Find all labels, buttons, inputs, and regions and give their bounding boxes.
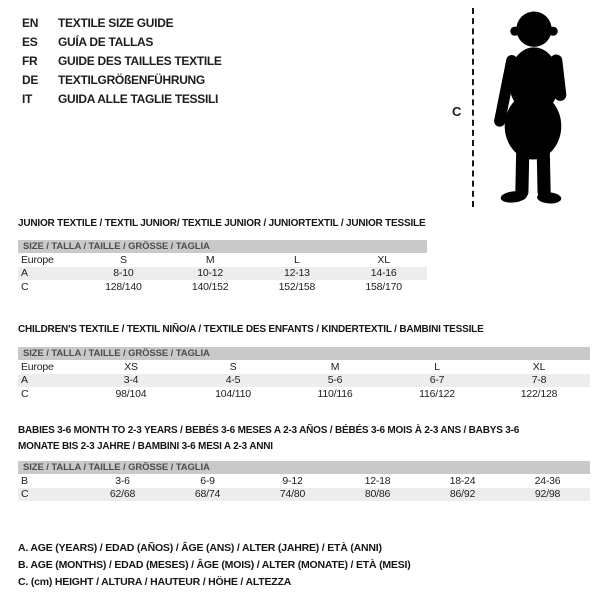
language-title: GUÍA DE TALLAS (58, 34, 154, 49)
table-cell: 128/140 (105, 280, 142, 293)
babies-size-table (18, 461, 590, 501)
row-label: C (21, 280, 29, 293)
table-cell: XS (124, 360, 138, 373)
table-cell: 7-8 (531, 374, 547, 387)
table-row (18, 374, 590, 388)
row-label: C (21, 488, 29, 501)
table-cell: 140/152 (191, 280, 229, 293)
table-cell: S (229, 360, 237, 373)
table-cell: 5-6 (327, 374, 343, 387)
row-label: A (21, 374, 28, 387)
footnote-age-years: A. AGE (YEARS) / EDAD (AÑOS) / ÂGE (ANS) / ALTER (JAHRE) / ETÀ (ANNI) (18, 542, 382, 554)
table-title-babies: BABIES 3-6 MONTH TO 2-3 YEARS / BEBÉS 3-6 MESES A 2-3 AÑOS / BÉBÉS 3-6 MOIS À 2-3 ANS / BABYS 3-6 MONATE BIS 2-3 JAHRE / BAMBINI 3-6 MESI A 2-3 ANNI (18, 425, 520, 452)
height-measure-dashed-line (472, 8, 474, 207)
language-row (22, 32, 222, 51)
language-row (22, 90, 222, 109)
table-cell: M (205, 253, 215, 266)
table-cell: S (119, 253, 127, 266)
table-cell: XL (377, 253, 390, 266)
table-rows (18, 474, 590, 501)
table-cell: 18-24 (449, 474, 476, 487)
table-cell: 12-13 (283, 267, 310, 280)
table-cell: 9-12 (282, 474, 303, 487)
language-code: DE (22, 73, 39, 88)
table-cell: 8-10 (113, 267, 134, 280)
table-row (18, 360, 590, 374)
size-header-bar (18, 240, 427, 253)
table-row (18, 474, 590, 488)
language-code: IT (22, 92, 33, 107)
table-cell: 3-6 (115, 474, 130, 487)
table-row (18, 488, 590, 502)
junior-size-table (18, 240, 427, 294)
language-code: ES (22, 34, 38, 49)
table-row (18, 280, 427, 294)
row-label: B (21, 474, 28, 487)
table-cell: 92/98 (534, 488, 561, 501)
table-cell: 74/80 (279, 488, 306, 501)
language-title: TEXTILGRÖßENFÜHRUNG (58, 73, 205, 88)
toddler-silhouette-icon (489, 8, 579, 210)
table-cell: 110/116 (317, 387, 353, 400)
table-cell: 158/170 (365, 280, 402, 293)
language-code: FR (22, 53, 38, 68)
row-label: C (21, 387, 29, 400)
language-row (22, 71, 222, 90)
table-cell: 80/86 (364, 488, 391, 501)
table-cell: L (294, 253, 300, 266)
table-cell: 104/110 (215, 387, 251, 400)
language-title: GUIDA ALLE TAGLIE TESSILI (58, 92, 219, 107)
table-cell: 6-7 (429, 374, 445, 387)
size-header-bar (18, 461, 590, 474)
table-cell: 4-5 (225, 374, 241, 387)
row-label: Europe (21, 360, 54, 373)
height-marker-label: C (452, 104, 462, 119)
language-title-block (22, 13, 222, 109)
language-title: GUIDE DES TAILLES TEXTILE (58, 53, 222, 68)
size-header-bar (18, 347, 590, 360)
size-header-text: SIZE / TALLA / TAILLE / GRÖSSE / TAGLIA (23, 241, 210, 252)
table-cell: 62/68 (109, 488, 136, 501)
table-cell: 152/158 (278, 280, 316, 293)
language-title: TEXTILE SIZE GUIDE (58, 15, 174, 30)
size-header-text: SIZE / TALLA / TAILLE / GRÖSSE / TAGLIA (23, 348, 210, 359)
table-rows (18, 360, 590, 401)
children-size-table (18, 347, 590, 401)
table-row (18, 387, 590, 401)
table-title-children: CHILDREN'S TEXTILE / TEXTIL NIÑO/A / TEXTILE DES ENFANTS / KINDERTEXTIL / BAMBINI TESSILE (18, 324, 484, 335)
table-cell: 68/74 (194, 488, 221, 501)
table-row (18, 267, 427, 281)
table-title-junior: JUNIOR TEXTILE / TEXTIL JUNIOR/ TEXTILE JUNIOR / JUNIORTEXTIL / JUNIOR TESSILE (18, 218, 426, 229)
footnote-age-months: B. AGE (MONTHS) / EDAD (MESES) / ÂGE (MOIS) / ALTER (MONATE) / ETÀ (MESI) (18, 559, 411, 572)
table-cell: 12-18 (364, 474, 391, 487)
table-cell: 24-36 (534, 474, 561, 487)
language-code: EN (22, 15, 39, 30)
language-row (22, 13, 222, 32)
table-cell: 122/128 (520, 387, 558, 400)
row-label: Europe (21, 253, 54, 266)
table-cell: XL (532, 360, 546, 373)
language-row (22, 51, 222, 70)
table-rows (18, 253, 427, 294)
row-label: A (21, 267, 28, 280)
table-cell: 3-4 (123, 374, 139, 387)
table-cell: 6-9 (200, 474, 215, 487)
table-row (18, 253, 427, 267)
footnote-block (18, 540, 411, 592)
footnote-height-cm: C. (cm) HEIGHT / ALTURA / HAUTEUR / HÖHE / ALTEZZA (18, 576, 292, 589)
table-cell: 14-16 (370, 267, 397, 280)
table-cell: 116/122 (419, 387, 455, 400)
table-cell: L (434, 360, 440, 373)
table-cell: 10-12 (197, 267, 224, 280)
table-cell: M (330, 360, 340, 373)
size-header-text: SIZE / TALLA / TAILLE / GRÖSSE / TAGLIA (23, 462, 210, 473)
table-cell: 86/92 (449, 488, 476, 501)
table-cell: 98/104 (115, 387, 147, 400)
